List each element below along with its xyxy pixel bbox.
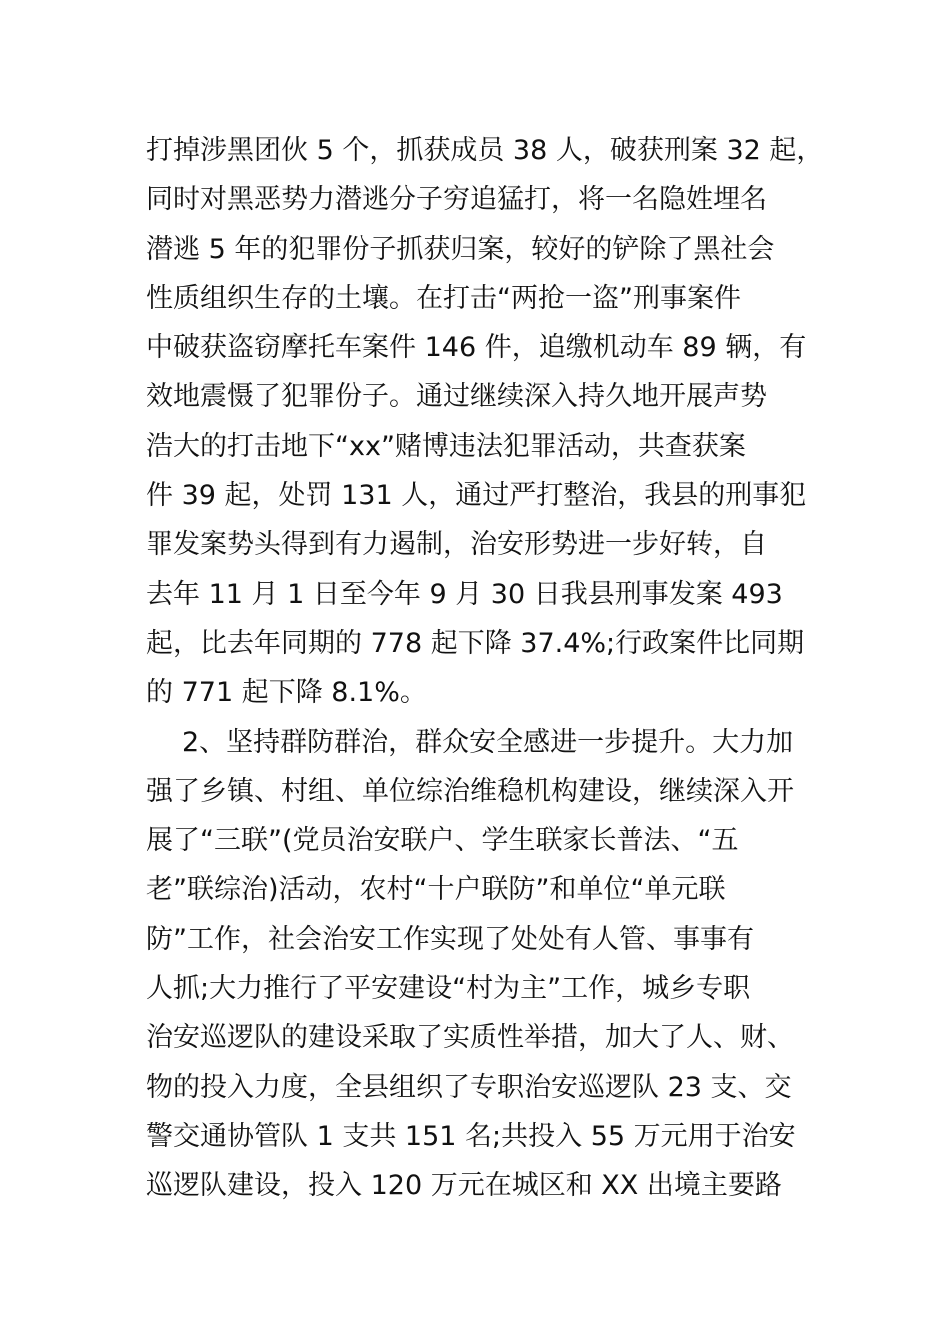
text-line-19: 治安巡逻队的建设采取了实质性举措，加大了人、财、 xyxy=(146,1022,794,1054)
text-line-18: 人抓;大力推行了平安建设“村为主”工作，城乡专职 xyxy=(146,973,751,1005)
text-line-3: 潜逃 5 年的犯罪份子抓获归案，较好的铲除了黑社会 xyxy=(146,233,775,265)
body-text xyxy=(146,126,824,1211)
text-line-14: 强了乡镇、村组、单位综治维稳机构建设，继续深入开 xyxy=(146,775,794,807)
text-line-15: 展了“三联”(党员治安联户、学生联家长普法、“五 xyxy=(146,825,739,857)
text-line-7: 浩大的打击地下“xx”赌博违法犯罪活动，共查获案 xyxy=(146,430,746,462)
text-line-21: 警交通协管队 1 支共 151 名;共投入 55 万元用于治安 xyxy=(146,1120,796,1152)
text-line-16: 老”联综治)活动，农村“十户联防”和单位“单元联 xyxy=(146,874,726,906)
text-line-10: 去年 11 月 1 日至今年 9 月 30 日我县刑事发案 493 xyxy=(146,578,783,610)
text-line-17: 防”工作，社会治安工作实现了处处有人管、事事有 xyxy=(146,923,754,955)
text-line-9: 罪发案势头得到有力遏制，治安形势进一步好转，自 xyxy=(146,529,767,561)
text-line-12: 的 771 起下降 8.1%。 xyxy=(146,677,427,709)
text-line-1: 打掉涉黑团伙 5 个，抓获成员 38 人，破获刑案 32 起， xyxy=(146,135,824,166)
text-line-5: 中破获盗窃摩托车案件 146 件，追缴机动车 89 辆，有 xyxy=(146,332,807,364)
text-line-4: 性质组织生存的土壤。在打击“两抢一盗”刑事案件 xyxy=(146,282,741,314)
text-line-13: 2、坚持群防群治，群众安全感进一步提升。大力加 xyxy=(182,726,794,758)
text-line-20: 物的投入力度，全县组织了专职治安巡逻队 23 支、交 xyxy=(146,1071,792,1103)
text-line-2: 同时对黑恶势力潜逃分子穷追猛打，将一名隐姓埋名 xyxy=(146,184,767,216)
text-line-8: 件 39 起，处罚 131 人，通过严打整治，我县的刑事犯 xyxy=(146,480,807,512)
text-line-6: 效地震慑了犯罪份子。通过继续深入持久地开展声势 xyxy=(146,381,767,413)
text-line-11: 起，比去年同期的 778 起下降 37.4%;行政案件比同期 xyxy=(146,627,805,659)
text-line-22: 巡逻队建设，投入 120 万元在城区和 XX 出境主要路 xyxy=(146,1170,782,1202)
